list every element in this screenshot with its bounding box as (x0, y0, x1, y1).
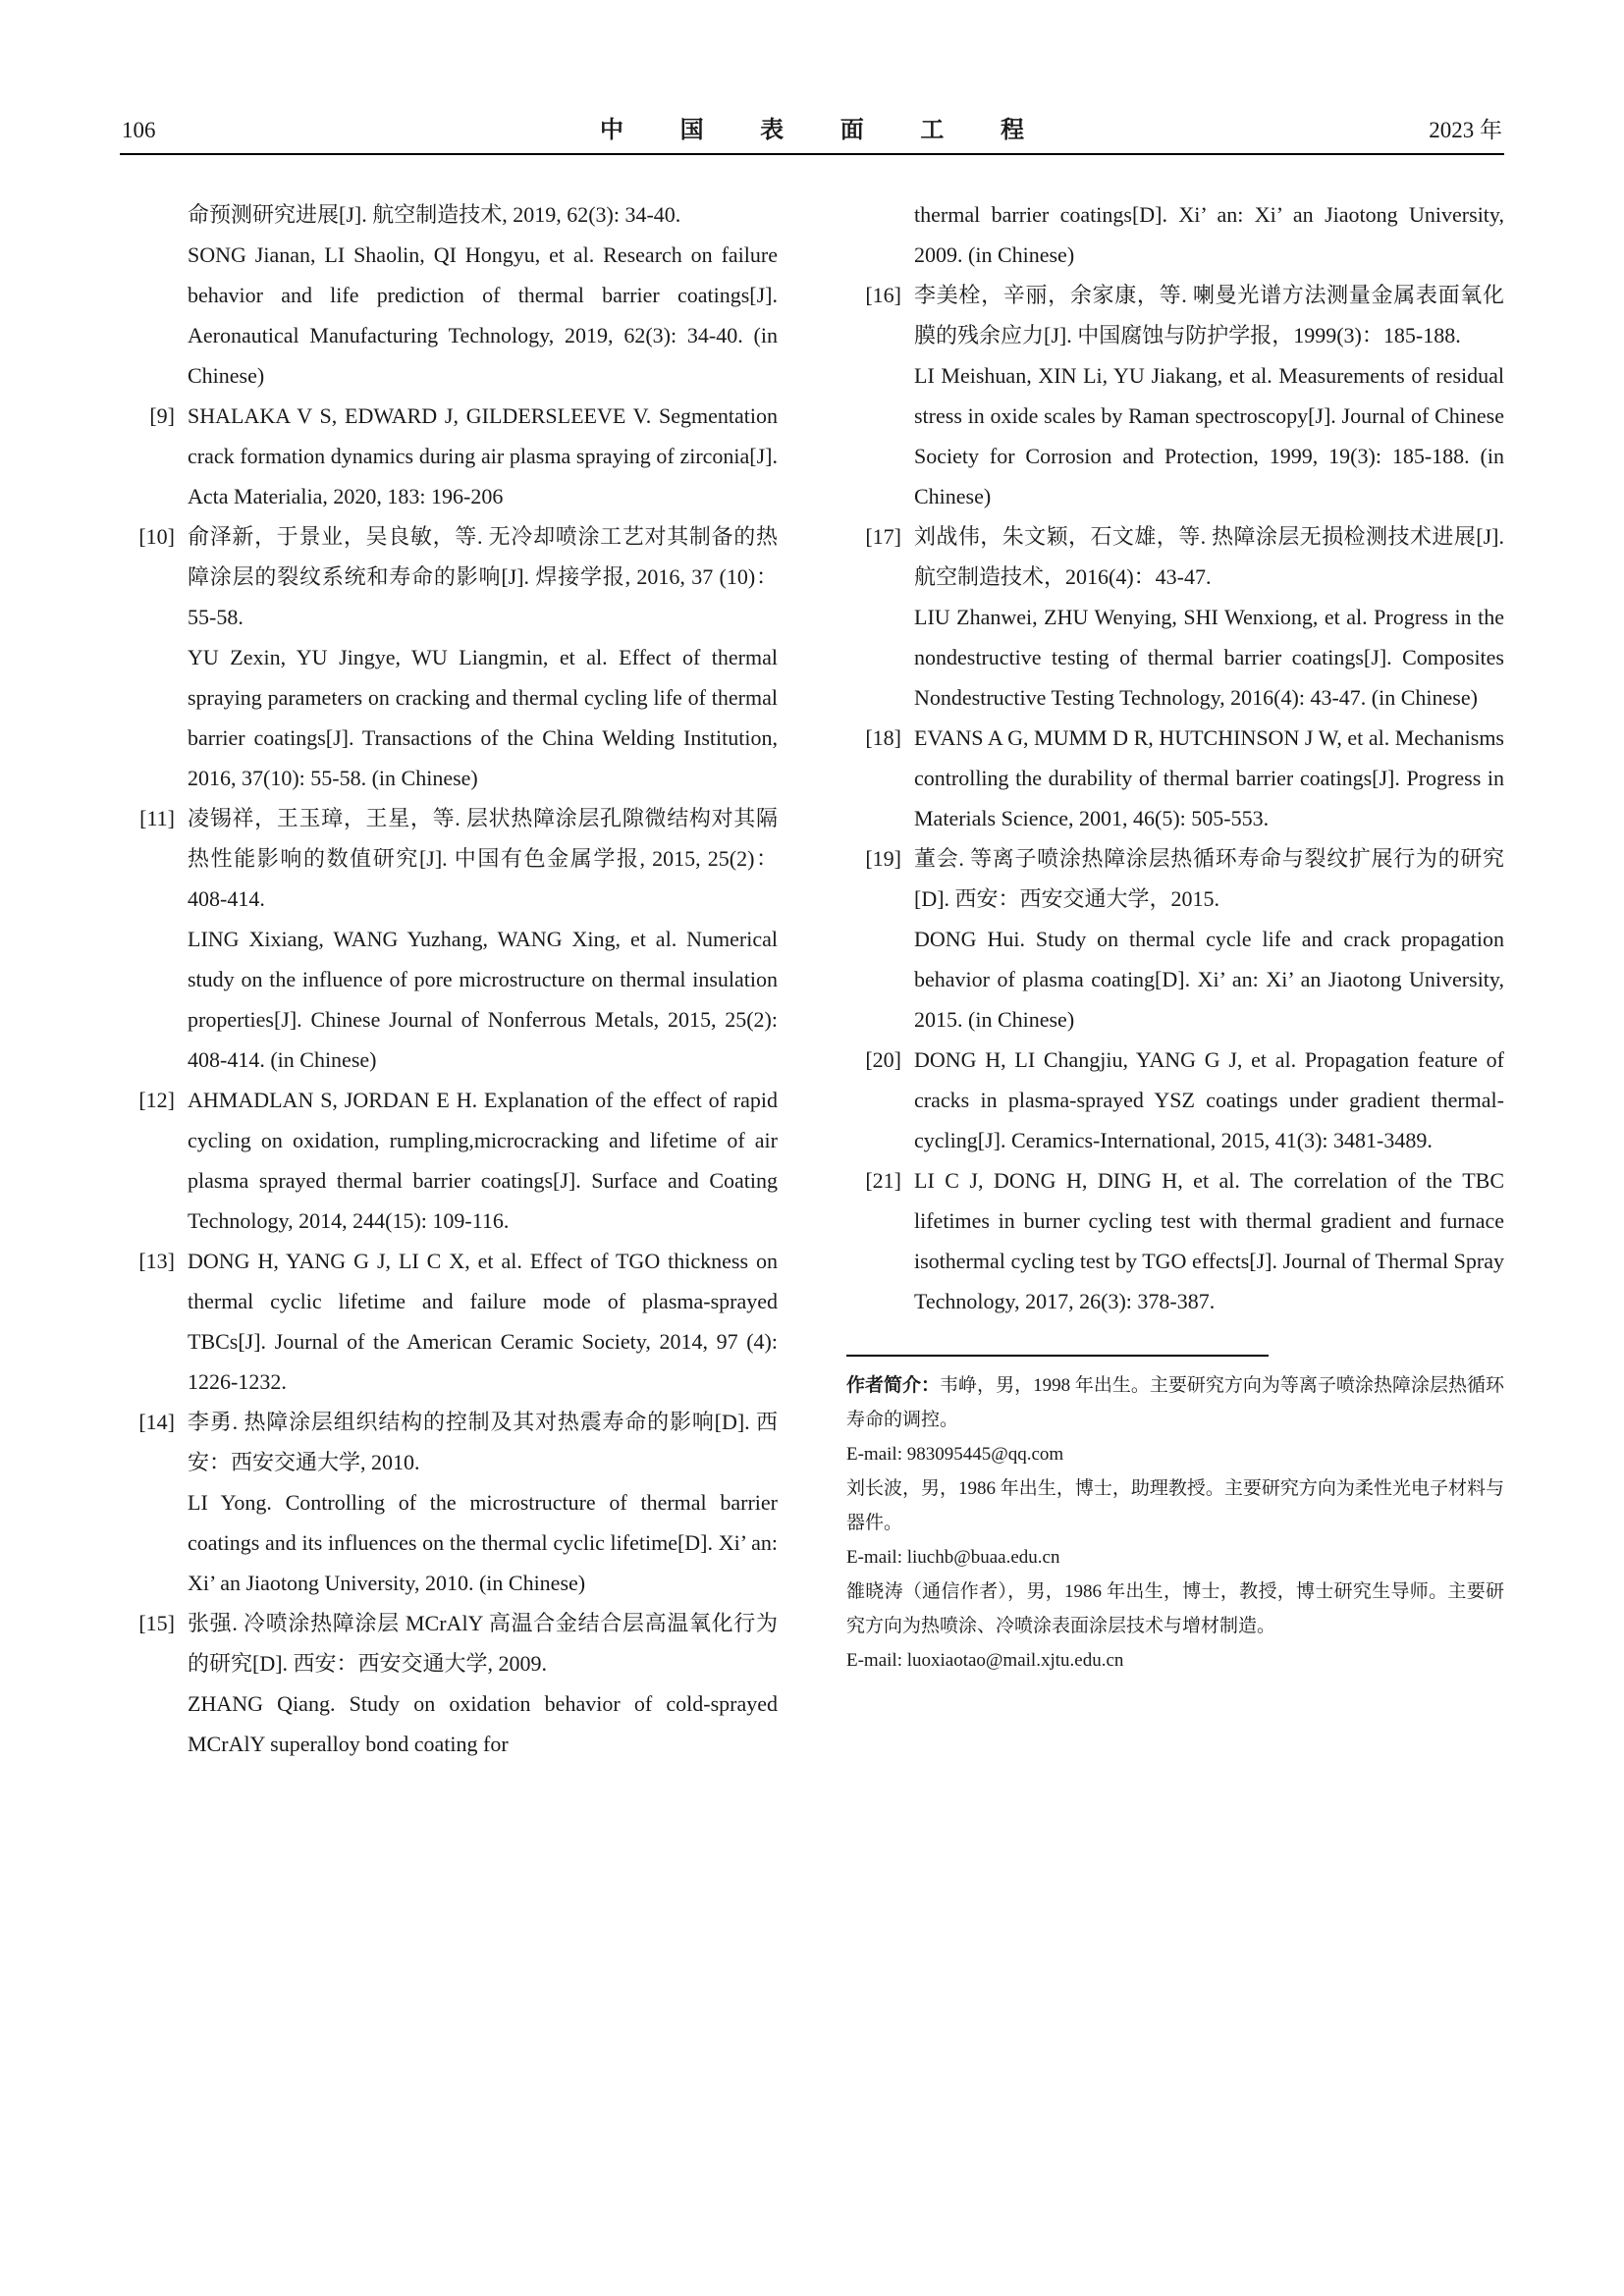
reference-entry (846, 1160, 1504, 1321)
reference-entry (846, 516, 1504, 718)
references-section (120, 194, 1504, 1764)
reference-number: [13] (138, 1249, 175, 1273)
reference-text: DONG Hui. Study on thermal cycle life and crack propagation behavior of plasma coating[D]. Xi’ an: Xi’ an Jiaotong University, 2015. (in Chinese) (914, 927, 1504, 1032)
reference-entry (846, 838, 1504, 1040)
reference-text: LIU Zhanwei, ZHU Wenying, SHI Wenxiong, et al. Progress in the nondestructive testing of thermal barrier coatings[J]. Composites Nondestructive Testing Technology, 2016(4): 43-47. (in Chinese) (914, 605, 1504, 710)
reference-text: DONG H, LI Changjiu, YANG G J, et al. Propagation feature of cracks in plasma-sprayed YSZ coatings under gradient thermal-cycling[J]. Ceramics-International, 2015, 41(3): 3481-3489. (914, 1047, 1504, 1152)
reference-entry (846, 718, 1504, 838)
reference-entry (846, 1040, 1504, 1160)
reference-number: [15] (138, 1611, 175, 1635)
reference-entry (846, 194, 1504, 275)
reference-text: 命预测研究进展[J]. 航空制造技术, 2019, 62(3): 34-40. (188, 202, 681, 227)
reference-text: 刘战伟，朱文颖，石文雄，等. 热障涂层无损检测技术进展[J]. 航空制造技术，2016(4)：43-47. (914, 524, 1504, 589)
bio-heading: 作者简介： (846, 1375, 941, 1396)
reference-text: SONG Jianan, LI Shaolin, QI Hongyu, et al. Research on failure behavior and life prediction of thermal barrier coatings[J]. Aeronautical Manufacturing Technology, 2019, 62(3): 34-40. (in Chinese) (188, 242, 778, 388)
reference-text: ZHANG Qiang. Study on oxidation behavior of cold-sprayed MCrAlY superalloy bond coating for (188, 1691, 778, 1756)
journal-title: 中国表面工程 (599, 118, 1081, 143)
reference-entry (120, 396, 778, 516)
reference-text: 俞泽新，于景业，吴良敏，等. 无冷却喷涂工艺对其制备的热障涂层的裂纹系统和寿命的影响[J]. 焊接学报, 2016, 37 (10)：55-58. (188, 524, 778, 629)
bio-line: 雒晓涛（通信作者），男，1986 年出生，博士，教授，博士研究生导师。主要研究方向为热喷涂、冷喷涂表面涂层技术与增材制造。 (846, 1581, 1504, 1636)
reference-text: thermal barrier coatings[D]. Xi’ an: Xi’ an Jiaotong University, 2009. (in Chinese) (914, 202, 1504, 267)
reference-text: 张强. 冷喷涂热障涂层 MCrAlY 高温合金结合层高温氧化行为的研究[D]. 西安：西安交通大学, 2009. (188, 1611, 778, 1676)
reference-number: [18] (865, 725, 901, 750)
bio-line: E-mail: liuchb@buaa.edu.cn (846, 1547, 1060, 1568)
header-year: 2023 年 (1429, 118, 1502, 142)
reference-entry (120, 1241, 778, 1402)
reference-text: LI Yong. Controlling of the microstructure of thermal barrier coatings and its influences on the thermal cyclic lifetime[D]. Xi’ an: Xi’ an Jiaotong University, 2010. (in Chinese) (188, 1490, 778, 1595)
reference-entry (120, 798, 778, 1080)
reference-text: DONG H, YANG G J, LI C X, et al. Effect of TGO thickness on thermal cyclic lifetime and failure mode of plasma-sprayed TBCs[J]. Journal of the American Ceramic Society, 2014, 97 (4): 1226-1232. (188, 1249, 778, 1394)
reference-number: [11] (139, 806, 175, 830)
right-column (846, 194, 1504, 1764)
page-header (120, 110, 1504, 144)
author-bio (846, 1355, 1504, 1678)
reference-text: LING Xixiang, WANG Yuzhang, WANG Xing, et al. Numerical study on the influence of pore microstructure on thermal insulation properties[J]. Chinese Journal of Nonferrous Metals, 2015, 25(2): 408-414. (in Chinese) (188, 927, 778, 1072)
reference-number: [20] (865, 1047, 901, 1072)
reference-number: [9] (149, 403, 175, 428)
reference-number: [16] (865, 283, 901, 307)
reference-number: [19] (865, 846, 901, 871)
reference-text: 李勇. 热障涂层组织结构的控制及其对热震寿命的影响[D]. 西安：西安交通大学, 2010. (188, 1410, 778, 1474)
header-rule (120, 153, 1504, 155)
reference-text: 凌锡祥，王玉璋，王星，等. 层状热障涂层孔隙微结构对其隔热性能影响的数值研究[J]. 中国有色金属学报, 2015, 25(2)：408-414. (188, 806, 778, 911)
reference-number: [10] (138, 524, 175, 549)
reference-entry (120, 194, 778, 396)
reference-text: 董会. 等离子喷涂热障涂层热循环寿命与裂纹扩展行为的研究[D]. 西安：西安交通大学，2015. (914, 846, 1504, 911)
reference-entry (120, 1402, 778, 1603)
reference-text: 李美栓，辛丽，余家康，等. 喇曼光谱方法测量金属表面氧化膜的残余应力[J]. 中国腐蚀与防护学报，1999(3)：185-188. (914, 283, 1504, 347)
bio-line: E-mail: 983095445@qq.com (846, 1444, 1064, 1465)
reference-entry (120, 1080, 778, 1241)
reference-text: EVANS A G, MUMM D R, HUTCHINSON J W, et al. Mechanisms controlling the durability of thermal barrier coatings[J]. Progress in Materials Science, 2001, 46(5): 505-553. (914, 725, 1504, 830)
reference-text: LI C J, DONG H, DING H, et al. The correlation of the TBC lifetimes in burner cycling test with thermal gradient and furnace isothermal cycling test by TGO effects[J]. Journal of Thermal Spray Technology, 2017, 26(3): 378-387. (914, 1168, 1504, 1313)
bio-line: 刘长波，男，1986 年出生，博士，助理教授。主要研究方向为柔性光电子材料与器件。 (846, 1478, 1504, 1533)
page-number: 106 (122, 118, 156, 142)
left-column (120, 194, 778, 1764)
reference-entry (120, 1603, 778, 1764)
bio-line: E-mail: luoxiaotao@mail.xjtu.edu.cn (846, 1650, 1124, 1671)
bio-line: 作者简介：韦峥，男，1998 年出生。主要研究方向为等离子喷涂热障涂层热循环寿命的调控。 (846, 1375, 1504, 1430)
reference-number: [21] (865, 1168, 901, 1193)
reference-number: [17] (865, 524, 901, 549)
reference-entry (846, 275, 1504, 516)
reference-text: YU Zexin, YU Jingye, WU Liangmin, et al. Effect of thermal spraying parameters on cracking and thermal cycling life of thermal barrier coatings[J]. Transactions of the China Welding Institution, 2016, 37(10): 55-58. (in Chinese) (188, 645, 778, 790)
bio-separator (846, 1355, 1269, 1357)
reference-text: AHMADLAN S, JORDAN E H. Explanation of the effect of rapid cycling on oxidation, rumpling,microcracking and lifetime of air plasma sprayed thermal barrier coatings[J]. Surface and Coating Technology, 2014, 244(15): 109-116. (188, 1088, 778, 1233)
reference-text: LI Meishuan, XIN Li, YU Jiakang, et al. Measurements of residual stress in oxide scales by Raman spectroscopy[J]. Journal of Chinese Society for Corrosion and Protection, 1999, 19(3): 185-188. (in Chinese) (914, 363, 1504, 508)
reference-number: [14] (138, 1410, 175, 1434)
reference-text: SHALAKA V S, EDWARD J, GILDERSLEEVE V. Segmentation crack formation dynamics during air plasma spraying of zirconia[J]. Acta Materialia, 2020, 183: 196-206 (188, 403, 778, 508)
reference-number: [12] (138, 1088, 175, 1112)
reference-entry (120, 516, 778, 798)
